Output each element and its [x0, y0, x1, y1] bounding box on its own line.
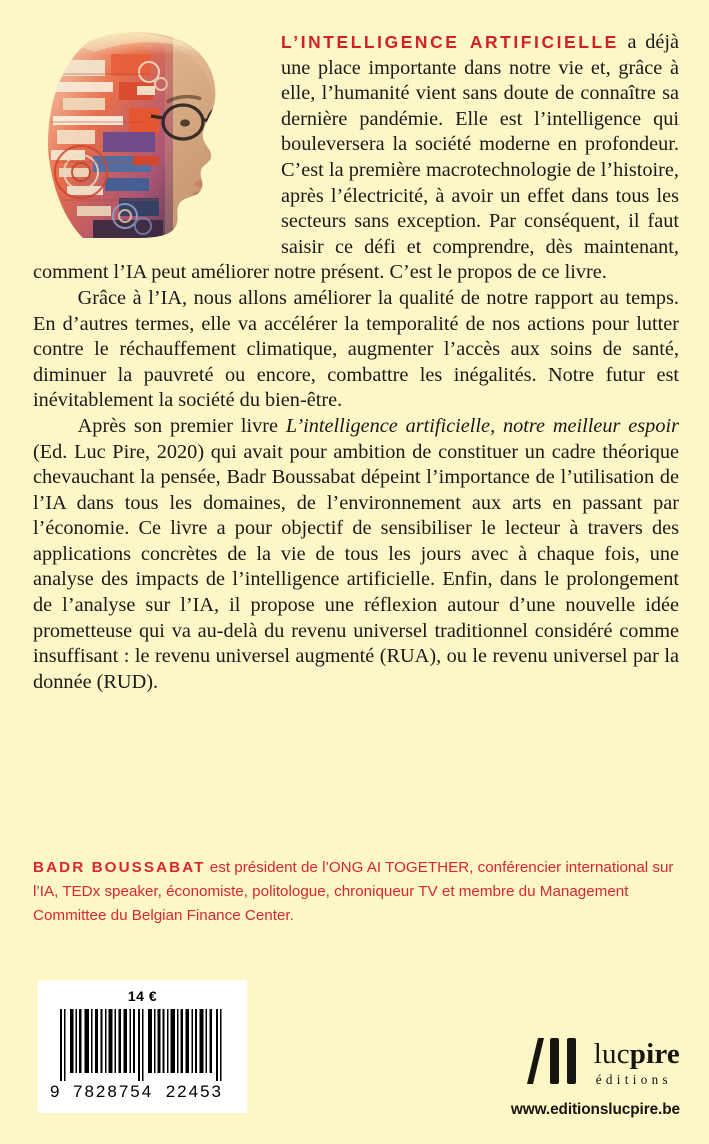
author-bio-text: est président de l’ONG AI TOGETHER, conférencier international sur l’IA, TEDx speaker, économiste, politologue, chroniqueur TV et membre du Management Committee du Belgian Finance Center. — [33, 859, 674, 925]
isbn-digit-first: 9 — [50, 1082, 61, 1101]
isbn-barcode-block — [38, 980, 247, 1113]
publisher-name — [593, 1037, 680, 1070]
blurb-paragraph-3-pre: Après son premier livre — [77, 414, 286, 437]
publisher-website: www.editionslucpire.be — [510, 1101, 680, 1118]
barcode-bars — [58, 1009, 228, 1081]
blurb-lead-title: L’INTELLIGENCE ARTIFICIELLE — [281, 32, 619, 52]
publisher-block — [458, 1036, 680, 1119]
author-name: BADR BOUSSABAT — [33, 859, 206, 876]
cover-artwork-image — [33, 30, 263, 252]
blurb-paragraph-1-text: a déjà une place importante dans notre vie et, grâce à elle, l’humanité vient sans doute de connaître sa dernière pandémie. Elle est l’intelligence qui bouleversera la société moderne en profondeur. C’est la première macrotechnologie de l’histoire, après l’électricité, à avoir un effet dans tous les secteurs sans exception. Par conséquent, il faut saisir ce défi et comprendre, dès maintenant, comment l’IA peut améliorer notre présent. C’est le propos de ce livre. — [33, 31, 680, 284]
blurb-text-block — [33, 30, 679, 695]
author-bio — [33, 856, 681, 929]
publisher-name-light: luc — [593, 1037, 630, 1070]
isbn-group-left: 7828754 — [73, 1082, 154, 1101]
publisher-logo — [458, 1036, 680, 1086]
referenced-book-title: L’intelligence artificielle, notre meilleur espoir — [285, 414, 679, 437]
price-label: 14 € — [127, 988, 158, 1004]
publisher-name-bold: pire — [629, 1037, 680, 1070]
lucpire-logo-mark — [525, 1036, 583, 1086]
publisher-subtitle: éditions — [595, 1071, 672, 1087]
isbn-group-right: 22453 — [165, 1082, 223, 1101]
isbn-digits — [38, 1082, 247, 1102]
blurb-paragraph-2: Grâce à l’IA, nous allons améliorer la qualité de notre rapport au temps. En d’autres termes, elle va accélérer la temporalité de nos actions pour lutter contre le réchauffement climatique, augmenter l’accès aux soins de santé, diminuer la pauvreté ou encore, combattre les inégalités. Notre futur est inévitablement la société du bien-être. — [33, 286, 679, 412]
publisher-wordmark — [593, 1037, 680, 1087]
blurb-paragraph-3-post: (Ed. Luc Pire, 2020) qui avait pour ambition de constituer un cadre théorique chevauchant la pensée, Badr Boussabat dépeint l’importance de l’utilisation de l’IA dans tous les domaines, de l’environnement aux arts en passant par l’économie. Ce livre a pour objectif de sensibiliser le lecteur à travers des applications concrètes de la vie de tous les jours avec à chaque fois, une analyse des impacts de l’intelligence artificielle. Enfin, dans le prolongement de l’analyse sur l’IA, il propose une réflexion autour d’une nouvelle idée prometteuse qui va au-delà du revenu universel traditionnel considéré comme insuffisant : le revenu universel augmenté (RUA), ou le revenu universel par la donnée (RUD). — [33, 440, 679, 693]
blurb-paragraph-3 — [33, 414, 679, 696]
